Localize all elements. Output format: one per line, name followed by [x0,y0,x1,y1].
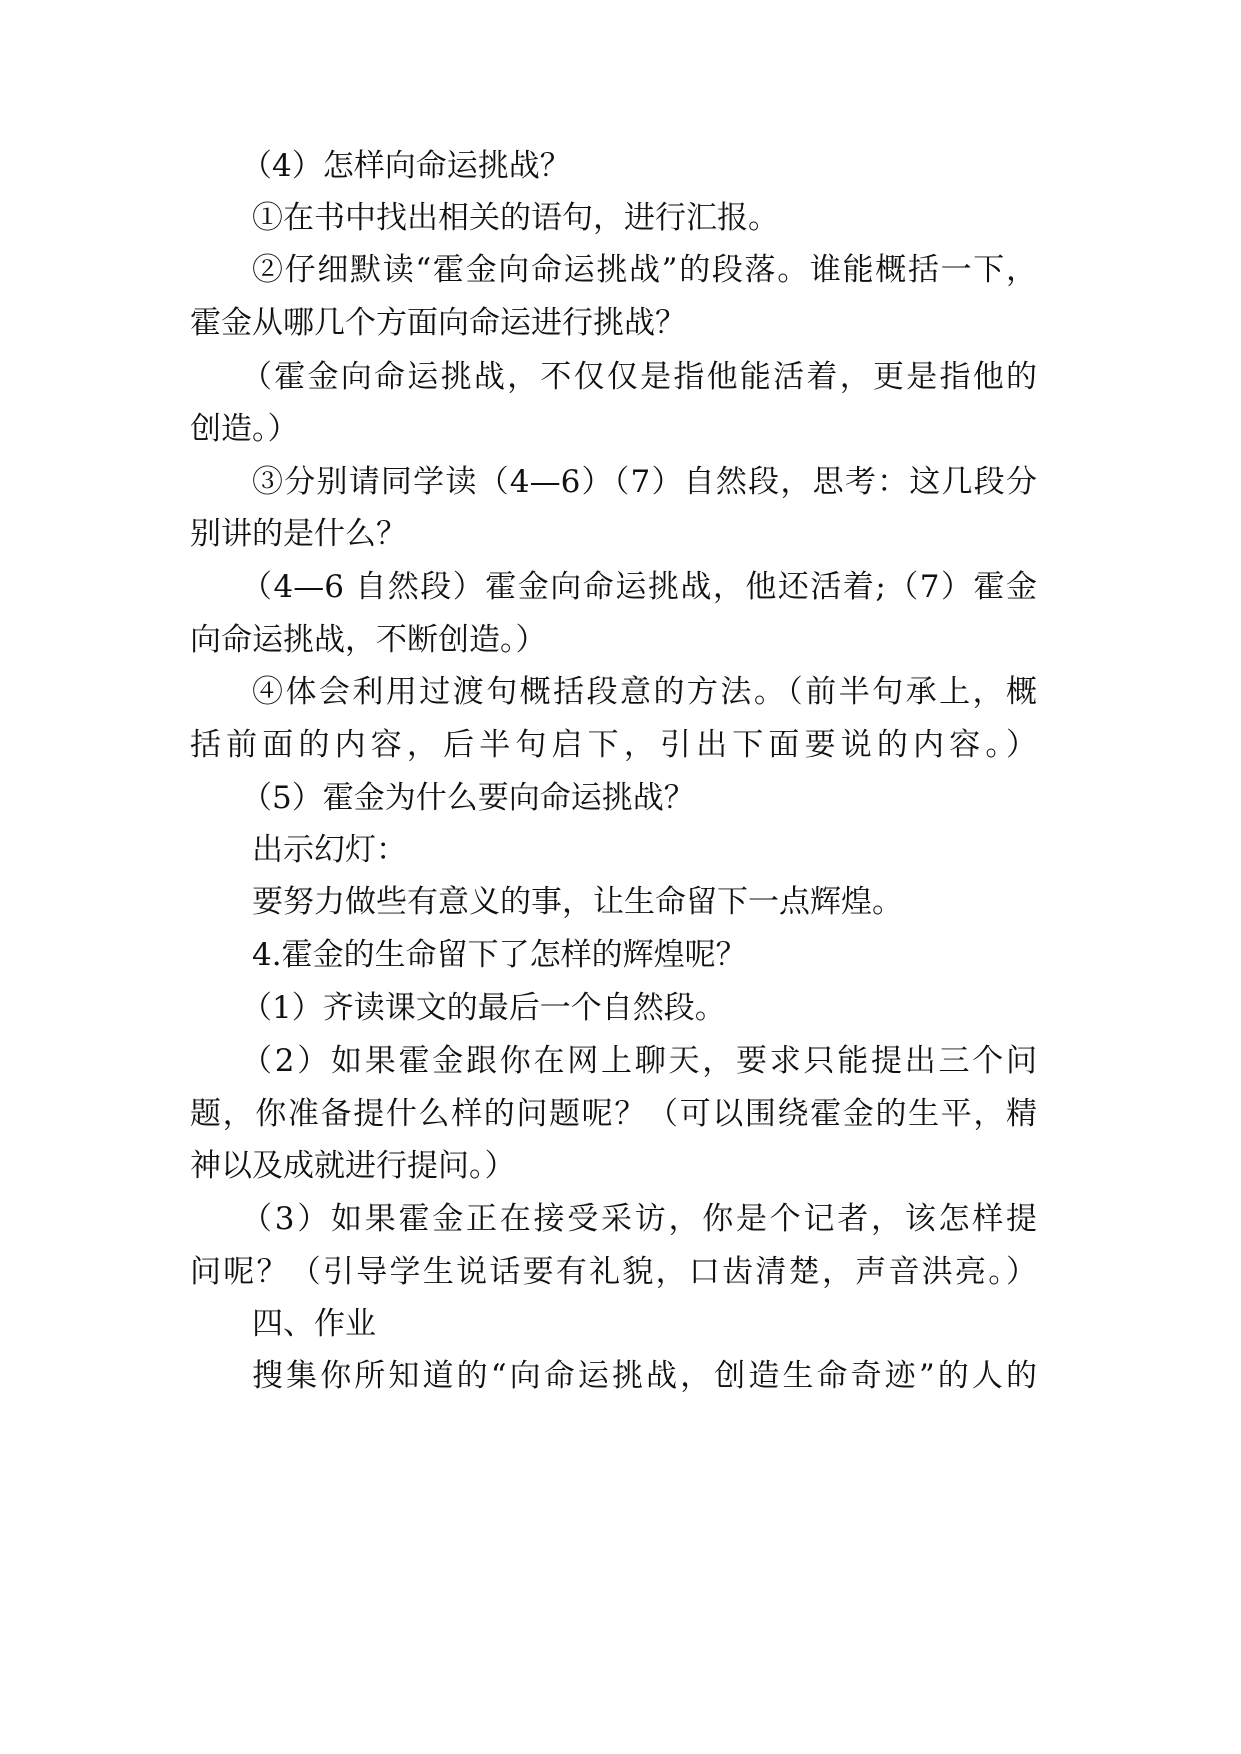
text-line: ③分别请同学读（4—6）（7）自然段，思考：这几段分 [252,464,1037,500]
text-line: （3）如果霍金正在接受采访，你是个记者，该怎样提 [241,1201,1037,1237]
text-line: 别讲的是什么？ [190,516,407,552]
text-line: ④体会利用过渡句概括段意的方法。（前半句承上，概 [252,674,1037,710]
text-line: （1）齐读课文的最后一个自然段。 [241,990,726,1026]
text-line: 4.霍金的生命留下了怎样的辉煌呢？ [252,937,747,973]
text-line: （4）怎样向命运挑战？ [241,148,571,184]
text-line: 要努力做些有意义的事，让生命留下一点辉煌。 [252,884,903,920]
text-line: （5）霍金为什么要向命运挑战？ [241,780,695,816]
text-line: ①在书中找出相关的语句，进行汇报。 [252,200,779,236]
text-line: ②仔细默读“霍金向命运挑战”的段落。谁能概括一下， [252,252,1037,288]
text-line: 问呢？（引导学生说话要有礼貌，口齿清楚，声音洪亮。） [190,1254,1037,1290]
text-line: 括前面的内容，后半句启下，引出下面要说的内容。） [190,727,1037,763]
text-line: 题，你准备提什么样的问题呢？（可以围绕霍金的生平，精 [190,1096,1037,1132]
text-line: （4—6 自然段）霍金向命运挑战，他还活着;（7）霍金 [241,569,1037,605]
text-line: 霍金从哪几个方面向命运进行挑战？ [190,305,686,341]
text-line: 搜集你所知道的“向命运挑战，创造生命奇迹”的人的 [252,1358,1037,1394]
text-line: 神以及成就进行提问。） [190,1148,516,1184]
text-line: 出示幻灯： [252,832,407,868]
text-line: （2）如果霍金跟你在网上聊天，要求只能提出三个问 [241,1043,1037,1079]
text-line: 创造。） [190,411,299,447]
section-heading: 四、作业 [252,1306,376,1342]
text-line: （霍金向命运挑战，不仅仅是指他能活着，更是指他的 [241,359,1037,395]
text-line: 向命运挑战，不断创造。） [190,622,547,658]
